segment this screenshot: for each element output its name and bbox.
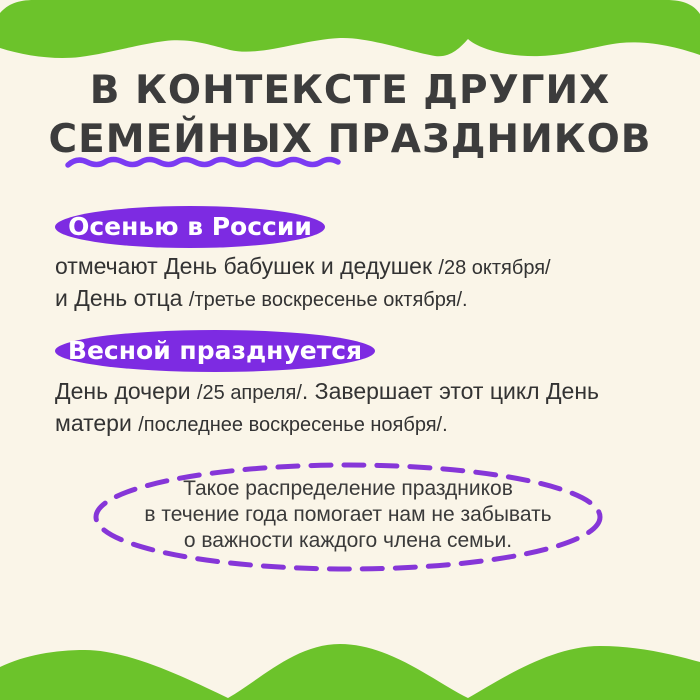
page-title-line1: В КОНТЕКСТЕ ДРУГИХ: [89, 68, 611, 113]
top-wave-decoration: [0, 0, 700, 62]
spring-date-note2: /последнее воскресенье ноября/.: [138, 414, 448, 436]
page-title: [0, 66, 700, 164]
conclusion-text: [91, 476, 605, 554]
conclusion-line1: Такое распределение праздников: [183, 477, 513, 500]
autumn-text-main2: и День отца: [55, 285, 189, 311]
title-squiggle-underline-decoration: [64, 153, 346, 173]
season-badge-spring-label: Весной празднуется: [67, 336, 363, 365]
season-badge-spring: [55, 330, 375, 372]
page-title-line2: СЕМЕЙНЫХ ПРАЗДНИКОВ: [48, 117, 652, 162]
bottom-wave-decoration: [0, 610, 700, 700]
season-badge-autumn-label: Осенью в России: [68, 212, 312, 241]
spring-paragraph: [55, 376, 685, 440]
spring-text-tail1: . Завершает этот цикл День: [301, 378, 600, 404]
autumn-date-note1: /28 октября/: [438, 257, 551, 279]
spring-date-note1: /25 апреля/: [196, 382, 302, 404]
spring-text-main2: матери: [55, 410, 139, 436]
autumn-date-note2: /третье воскресенье октября/.: [188, 289, 468, 311]
autumn-paragraph: [55, 251, 655, 315]
conclusion-line3: о важности каждого члена семьи.: [183, 529, 513, 552]
conclusion-callout: [91, 461, 605, 573]
conclusion-line2: в течение года помогает нам не забывать: [144, 503, 552, 526]
spring-text-main1: День дочери: [55, 378, 197, 404]
season-badge-autumn: [55, 206, 325, 248]
autumn-text-main1: отмечают День бабушек и дедушек: [55, 253, 439, 279]
